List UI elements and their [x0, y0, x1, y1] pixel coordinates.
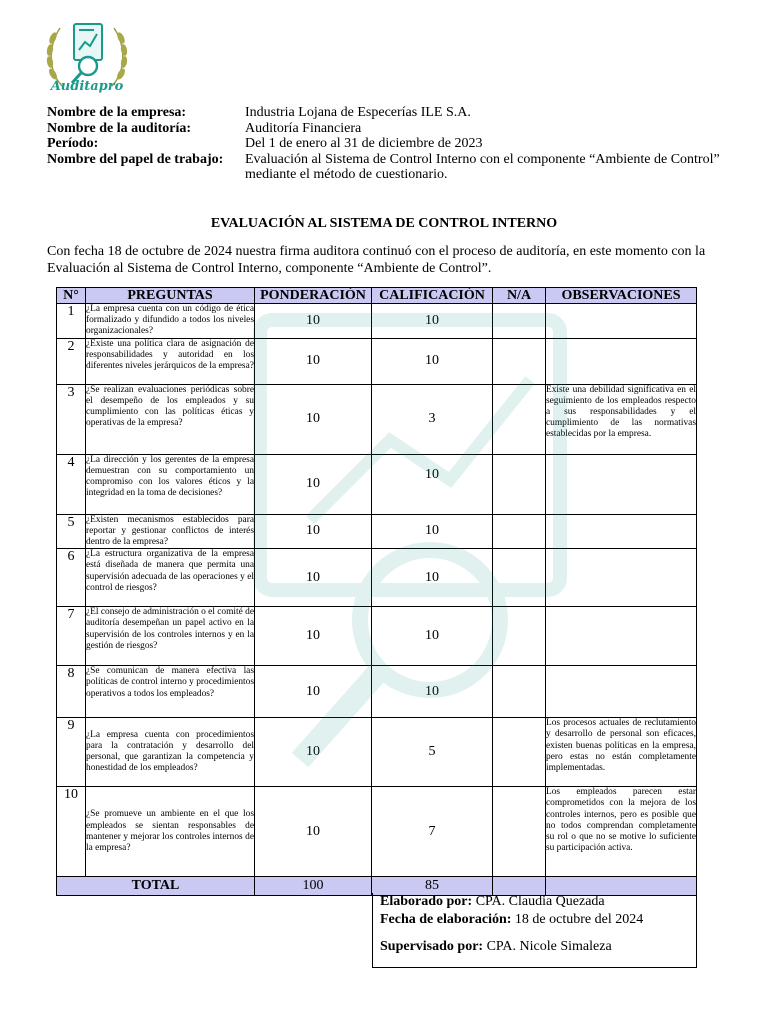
total-label: TOTAL	[57, 877, 255, 896]
table-row: 4 ¿La dirección y los gerentes de la empresa demuestran con su comportamiento un compromiso con los valores éticos y la integridad en la toma de decisiones? 10 10	[57, 454, 697, 514]
table-row: 3 ¿Se realizan evaluaciones periódicas sobre el desempeño de los empleados y su cumplimiento con las políticas éticas y operativas de la empresa? 10 3 Existe una debilidad significativa en el seguimiento de los empleados respecto a sus responsabilidades y el cumplimiento de las normativas establecidas por la empresa.	[57, 384, 697, 454]
prepared-date: Fecha de elaboración: 18 de octubre del 2024	[380, 912, 644, 927]
supervised-by: Supervisado por: CPA. Nicole Simaleza	[380, 939, 612, 954]
page-title: EVALUACIÓN AL SISTEMA DE CONTROL INTERNO	[210, 216, 558, 231]
info-workpaper: Nombre del papel de trabajo: Evaluación al Sistema de Control Interno con el componente “Ambiente de Control” mediante el método de cuestionario.	[47, 151, 720, 182]
total-weight: 100	[255, 877, 372, 896]
table-row: 8 ¿Se comunican de manera efectiva las políticas de control interno y procedimientos operativos a todos los empleados? 10 10	[57, 666, 697, 718]
prepared-by: Elaborado por: CPA. Claudia Quezada	[380, 894, 605, 909]
header-weight: PONDERACIÓN	[255, 288, 372, 304]
header-questions: PREGUNTAS	[86, 288, 255, 304]
table-row: 2 ¿Existe una política clara de asignación de responsabilidades y autoridad en los diferentes niveles jerárquicos de la empresa? 10 10	[57, 338, 697, 384]
header-na: N/A	[493, 288, 546, 304]
table-row: 1 ¿La empresa cuenta con un código de ética formalizado y difundido a todos los niveles organizacionales? 10 10	[57, 304, 697, 339]
table-header	[57, 288, 697, 304]
info-period: Período: Del 1 de enero al 31 de diciembre de 2023	[47, 136, 483, 151]
table-row: 10 ¿Se promueve un ambiente en el que los empleados se sientan responsables de mantener y mejorar los controles internos de la empresa? 10 7 Los empleados parecen estar comprometidos con la mejora de los controles internos, pero es posible que no todos comprendan completamente su rol o que no se motive lo suficiente su participación activa.	[57, 787, 697, 877]
table-row: 6 ¿La estructura organizativa de la empresa está diseñada de manera que permita una supervisión adecuada de las operaciones y el control de riesgos? 10 10	[57, 549, 697, 607]
table-row: 9 ¿La empresa cuenta con procedimientos para la contratación y desarrollo del personal, que garantizan la competencia y honestidad de los empleados? 10 5 Los procesos actuales de reclutamiento y desarrollo de personal son eficaces, existen buenas políticas en la empresa, pero estas no están completamente implementadas.	[57, 718, 697, 787]
evaluation-table	[56, 287, 697, 896]
logo-brand-name: Auditapro	[50, 79, 124, 94]
info-audit: Nombre de la auditoría: Auditoría Financiera	[47, 120, 362, 136]
document-info	[47, 105, 727, 183]
header-num: N°	[57, 288, 86, 304]
signoff-block	[372, 893, 697, 968]
table-row: 5 ¿Existen mecanismos establecidos para reportar y gestionar conflictos de interés dentro de la empresa? 10 10	[57, 514, 697, 549]
total-score: 85	[372, 877, 493, 896]
header-observations: OBSERVACIONES	[546, 288, 697, 304]
intro-paragraph: Con fecha 18 de octubre de 2024 nuestra firma auditora continuó con el proceso de auditoría, en este momento con la Evaluación al Sistema de Control Interno, componente “Ambiente de Control”.	[47, 244, 706, 276]
info-company: Nombre de la empresa: Industria Lojana de Especerías ILE S.A.	[47, 105, 471, 120]
table-row: 7 ¿El consejo de administración o el comité de auditoría desempeñan un papel activo en la supervisión de los controles internos y en la gestión de riesgos? 10 10	[57, 607, 697, 666]
header-score: CALIFICACIÓN	[372, 288, 493, 304]
